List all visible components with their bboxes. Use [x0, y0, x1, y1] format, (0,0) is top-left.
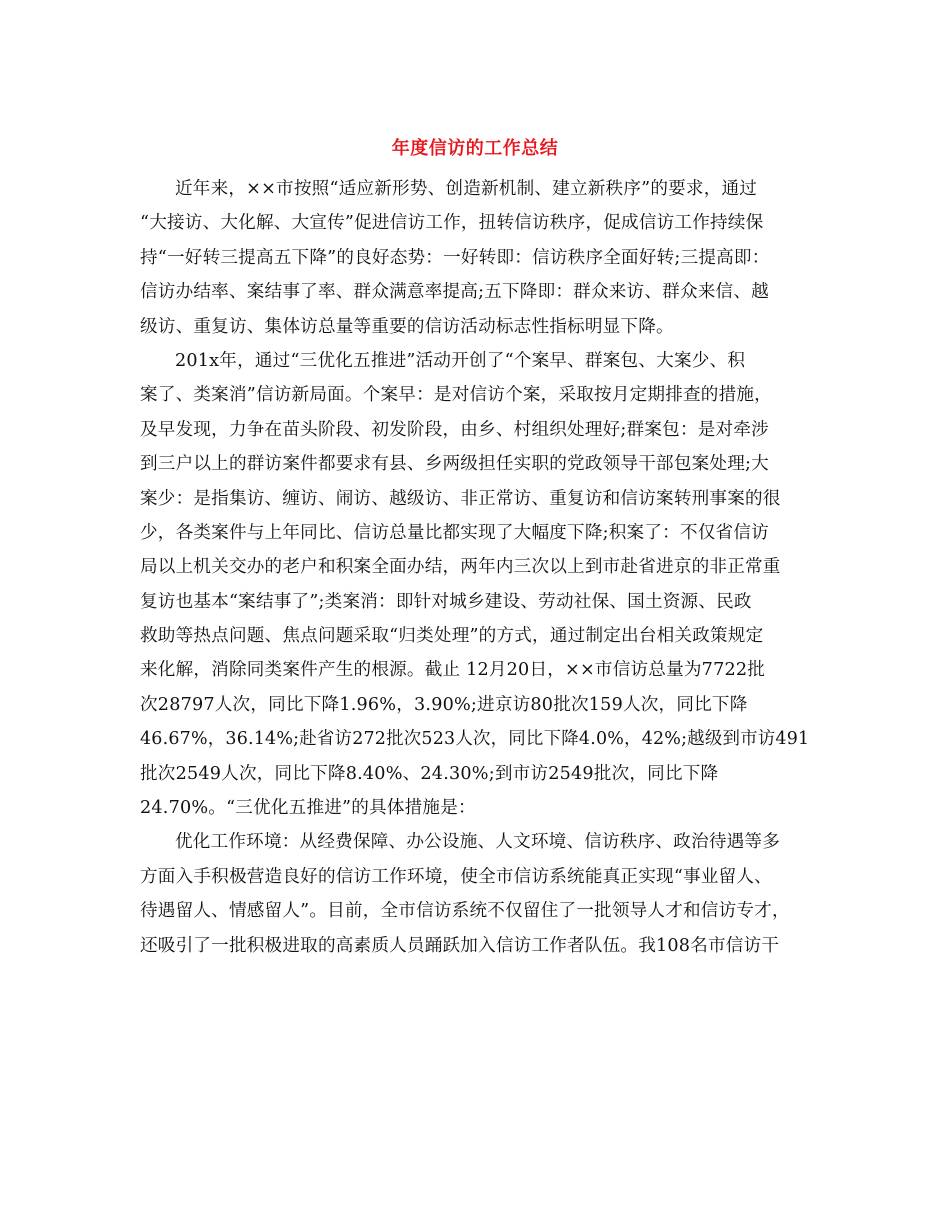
text-line: 局以上机关交办的老户和积案全面办结，两年内三次以上到市赴省进京的非正常重 — [140, 557, 781, 578]
text-line: 救助等热点问题、焦点问题采取“归类处理”的方式，通过制定出台相关政策规定 — [140, 626, 764, 647]
text-line: 信访办结率、案结事了率、群众满意率提高;五下降即：群众来访、群众来信、越 — [140, 282, 769, 303]
text-line: 持“一好转三提高五下降”的良好态势：一好转即：信访秩序全面好转;三提高即： — [140, 247, 770, 268]
document-title: 年度信访的工作总结 — [391, 138, 559, 159]
text-line: 近年来，××市按照“适应新形势、创造新机制、建立新秩序”的要求，通过 — [175, 179, 758, 199]
text-line: 46.67%，36.14%;赴省访272批次523人次，同比下降4.0%，42%;越级到市访491 — [140, 729, 810, 750]
text-line: 来化解，消除同类案件产生的根源。截止 12月20日，××市信访总量为7722批 — [140, 660, 766, 681]
text-line: 及早发现，力争在苗头阶段、初发阶段，由乡、村组织处理好;群案包：是对牵涉 — [140, 419, 769, 440]
text-line: 待遇留人、情感留人”。目前，全市信访系统不仅留住了一批领导人才和信访专才， — [140, 901, 790, 922]
text-line: 复访也基本“案结事了”;类案消：即针对城乡建设、劳动社保、国土资源、民政 — [140, 591, 752, 612]
text-line: 到三户以上的群访案件都要求有县、乡两级担任实职的党政领导干部包案处理;大 — [140, 454, 769, 475]
text-line: 级访、重复访、集体访总量等重要的信访活动标志性指标明显下降。 — [140, 316, 674, 337]
text-line: 201x年，通过“三优化五推进”活动开创了“个案早、群案包、大案少、积 — [175, 350, 746, 371]
text-line: 方面入手积极营造良好的信访工作环境，使全市信访系统能真正实现“事业留人、 — [140, 866, 772, 887]
text-line: 批次2549人次，同比下降8.40%、24.30%;到市访2549批次，同比下降 — [140, 763, 719, 784]
text-line: “大接访、大化解、大宣传”促进信访工作，扭转信访秩序，促成信访工作持续保 — [140, 213, 764, 234]
text-line: 案了、类案消”信访新局面。个案早：是对信访个案，采取按月定期排查的措施， — [140, 385, 772, 406]
document-body — [140, 172, 810, 963]
text-line: 还吸引了一批积极进取的高素质人员踊跃加入信访工作者队伍。我108名市信访干 — [140, 935, 780, 956]
text-line: 24.70%。“三优化五推进”的具体措施是： — [140, 798, 476, 819]
text-line: 少，各类案件与上年同比、信访总量比都实现了大幅度下降;积案了：不仅省信访 — [140, 522, 769, 543]
text-line: 优化工作环境：从经费保障、办公设施、人文环境、信访秩序、政治待遇等多 — [175, 832, 780, 853]
text-line: 案少：是指集访、缠访、闹访、越级访、非正常访、重复访和信访案转刑事案的很 — [140, 488, 781, 509]
text-line: 次28797人次，同比下降1.96%，3.90%;进京访80批次159人次，同比下降 — [140, 694, 748, 715]
